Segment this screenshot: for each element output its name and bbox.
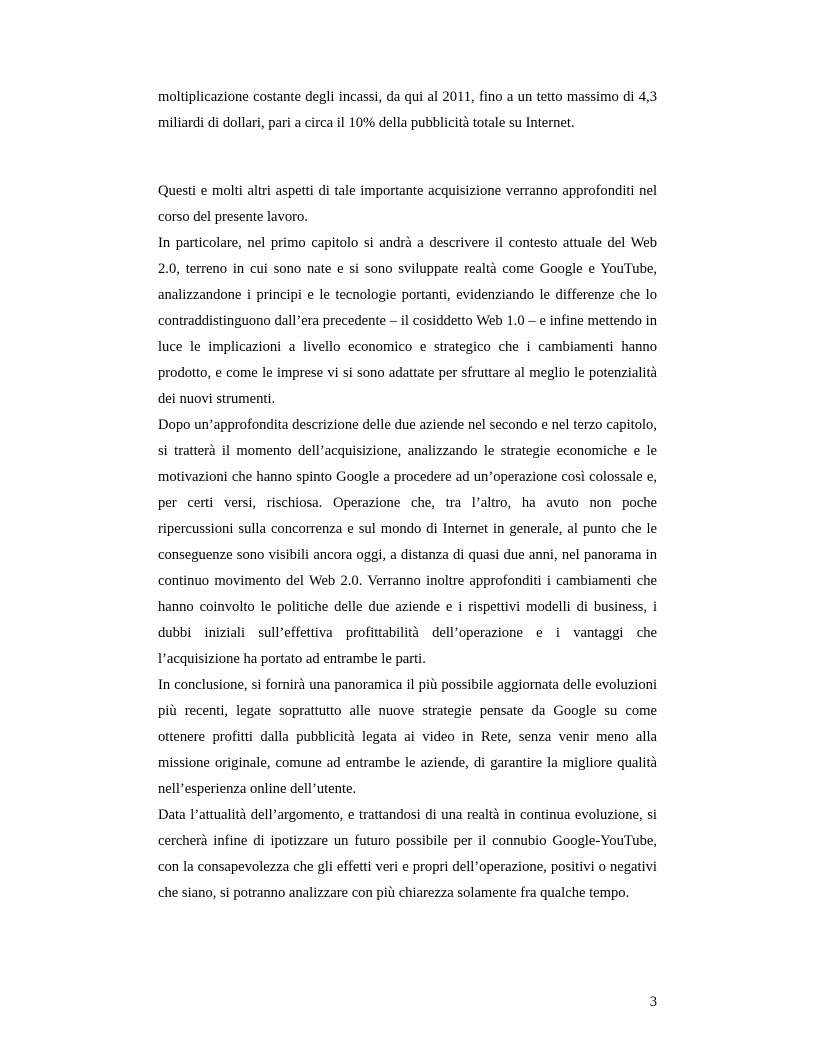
page-number: 3 [649,994,657,1010]
paragraph-future: Data l’attualità dell’argomento, e trattandosi di una realtà in continua evoluzione, si cercherà infine di ipotizzare un futuro possibile per il connubio Google-YouTube, con la consapevolezza che gli effetti veri e propri dell’operazione, positivi o negativi che siano, si potranno analizzare con più chiarezza solamente fra qualche tempo. [158,807,657,901]
paragraph-conclusion: In conclusione, si fornirà una panoramica il più possibile aggiornata delle evoluzioni più recenti, legate soprattutto alle nuove strategie pensate da Google su come ottenere profitti dalla pubblicità legata ai video in Rete, senza venir meno alla missione originale, comune ad entrambe le aziende, di garantire la migliore qualità nell’esperienza online dell’utente. [158,677,657,797]
paragraph-acquisition: Dopo un’approfondita descrizione delle due aziende nel secondo e nel terzo capitolo, si tratterà il momento dell’acquisizione, analizzando le strategie economiche e le motivazioni che hanno spinto Google a procedere ad un’operazione così colossale e, per certi versi, rischiosa. Operazione che, tra l’altro, ha avuto non poche ripercussioni sulla concorrenza e sul mondo di Internet in generale, al punto che le conseguenze sono visibili ancora oggi, a distanza di quasi due anni, nel panorama in continuo movimento del Web 2.0. Verranno inoltre approfonditi i cambiamenti che hanno coinvolto le politiche delle due aziende e i rispettivi modelli di business, i dubbi iniziali sull’effettiva profittabilità dell’operazione e i vantaggi che l’acquisizione ha portato ad entrambe le parti. [158,417,657,667]
continuation-paragraph-block [158,84,657,136]
body-text [158,178,657,906]
paragraph-intro: Questi e molti altri aspetti di tale importante acquisizione verranno approfonditi nel corso del presente lavoro. [158,183,657,225]
paragraph-first-chapter: In particolare, nel primo capitolo si andrà a descrivere il contesto attuale del Web 2.0, terreno in cui sono nate e si sono sviluppate realtà come Google e YouTube, analizzandone i principi e le tecnologie portanti, evidenziando le differenze che lo contraddistinguono dall’era precedente – il cosiddetto Web 1.0 – e infine mettendo in luce le implicazioni a livello economico e strategico che i cambiamenti hanno prodotto, e come le imprese vi si sono adattate per sfruttare al meglio le potenzialità dei nuovi strumenti. [158,235,657,407]
paragraph-continuation: moltiplicazione costante degli incassi, da qui al 2011, fino a un tetto massimo di 4,3 miliardi di dollari, pari a circa il 10% della pubblicità totale su Internet. [158,89,657,131]
